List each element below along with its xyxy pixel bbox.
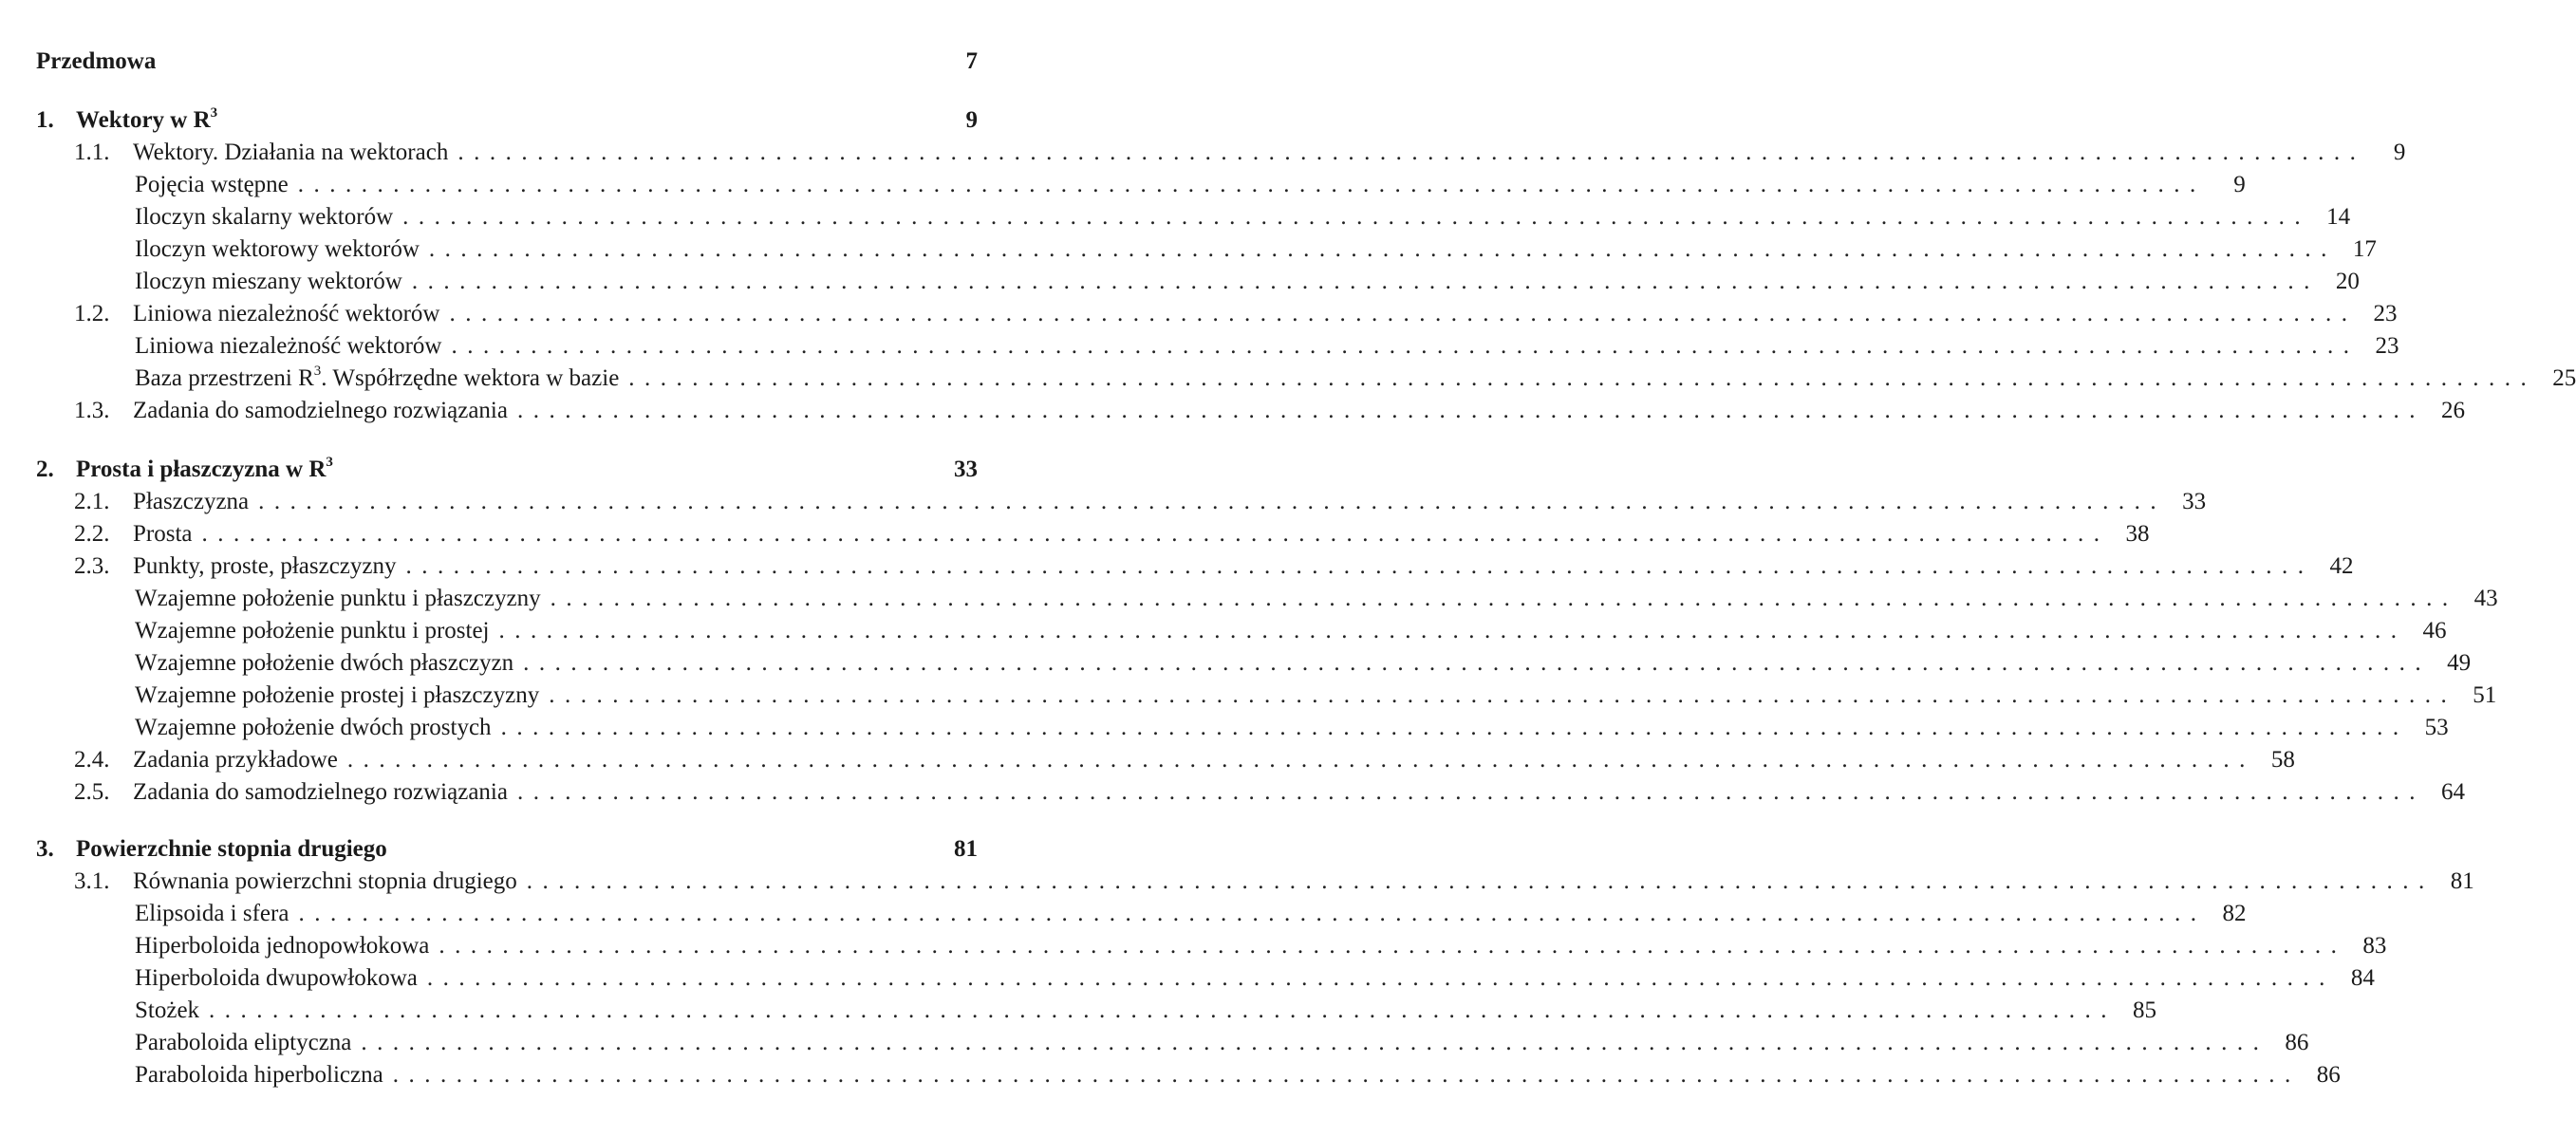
toc-number: 2. <box>36 457 54 482</box>
toc-subsection-row[interactable] <box>0 898 2247 930</box>
toc-title <box>135 266 402 298</box>
toc-title-text: Zadania do samodzielnego rozwiązania <box>133 779 508 805</box>
toc-title <box>135 930 429 962</box>
toc-title <box>135 233 420 266</box>
toc-page-number: 83 <box>2362 933 2387 959</box>
toc-title <box>135 169 289 201</box>
toc-page-number: 26 <box>2440 398 2465 423</box>
dot-leader: ........................................................................................................................ <box>297 172 2206 197</box>
toc-page-number: 53 <box>2424 715 2449 740</box>
toc-section-row[interactable] <box>0 137 2406 169</box>
toc-title-text: Zadania do samodzielnego rozwiązania <box>133 398 508 423</box>
dot-leader: ........................................................................................................................ <box>449 301 2358 326</box>
dot-leader: ........................................................................................................................ <box>209 997 2118 1023</box>
toc-title <box>133 518 193 550</box>
toc-title-text: Iloczyn mieszany wektorów <box>135 269 402 294</box>
toc-page-number: 33 <box>954 457 978 482</box>
toc-subsection-row[interactable] <box>0 930 2387 962</box>
toc-title-text: Wzajemne położenie punktu i płaszczyzny <box>135 586 541 611</box>
toc-number: 1. <box>36 107 54 133</box>
toc-title-text: Hiperboloida dwupowłokowa <box>135 965 418 991</box>
toc-title <box>133 776 508 809</box>
toc-title <box>135 1027 351 1059</box>
toc-title <box>135 583 541 615</box>
toc-title <box>133 395 508 427</box>
toc-title-text: Zadania przykładowe <box>133 747 338 773</box>
toc-section-row[interactable] <box>0 518 2150 550</box>
toc-title-text: Stożek <box>135 997 200 1023</box>
toc-title <box>76 833 387 866</box>
toc-section-row[interactable] <box>0 486 2207 518</box>
toc-title-text: Prosta i płaszczyzna w R <box>76 457 327 482</box>
toc-title <box>135 995 199 1027</box>
toc-section-row[interactable] <box>0 550 2354 583</box>
dot-leader: ........................................................................................................................ <box>298 901 2207 926</box>
dot-leader: ........................................................................................................................ <box>428 236 2337 262</box>
dot-leader: ........................................................................................................................ <box>258 489 2167 514</box>
toc-title-text: Wektory. Działania na wektorach <box>133 140 449 165</box>
dot-leader: ........................................................................................................................ <box>451 333 2360 359</box>
toc-title-text: Płaszczyzna <box>133 489 250 514</box>
toc-section-row[interactable] <box>0 866 2474 898</box>
toc-subsection-row[interactable] <box>0 712 2449 744</box>
toc-page-number: 82 <box>2222 901 2247 926</box>
dot-leader: ........................................................................................................................ <box>392 1062 2301 1088</box>
toc-title <box>135 680 539 712</box>
dot-leader: ........................................................................................................................ <box>361 1030 2269 1055</box>
toc-title <box>135 330 442 363</box>
toc-chapter-row[interactable] <box>0 454 1050 486</box>
toc-title-text: Przedmowa <box>36 48 157 74</box>
toc-number: 3.1. <box>74 868 110 894</box>
toc-page-number: 58 <box>2270 747 2295 773</box>
toc-title-text: Wzajemne położenie punktu i prostej <box>135 618 490 643</box>
toc-subsection-row[interactable] <box>0 1027 2309 1059</box>
toc-page-number: 64 <box>2440 779 2465 805</box>
toc-page-number: 46 <box>2422 618 2447 643</box>
toc-number: 2.1. <box>74 489 110 514</box>
toc-title-text: Iloczyn skalarny wektorów <box>135 204 394 230</box>
toc-page-number: 14 <box>2326 204 2351 230</box>
toc-page-number: 81 <box>954 836 978 862</box>
toc-page-number: 20 <box>2335 269 2360 294</box>
toc-title-text: Paraboloida hiperboliczna <box>135 1062 383 1088</box>
dot-leader: ........................................................................................................................ <box>411 269 2320 294</box>
toc-title-text: Baza przestrzeni R <box>135 365 314 391</box>
toc-page-number: 86 <box>2285 1030 2309 1055</box>
toc-title-text: Wektory w R <box>76 107 211 133</box>
toc-title <box>133 486 249 518</box>
toc-page-number: 9 <box>2233 172 2246 197</box>
dot-leader: ........................................................................................................................ <box>628 365 2537 391</box>
toc-page-number: 86 <box>2316 1062 2341 1088</box>
toc-subsection-row[interactable] <box>0 201 2351 233</box>
toc-page-number: 81 <box>2450 868 2474 894</box>
dot-leader: ........................................................................................................................ <box>346 747 2255 773</box>
toc-number: 2.2. <box>74 521 110 547</box>
toc-title-text: Równania powierzchni stopnia drugiego <box>133 868 517 894</box>
toc-page-number: 85 <box>2133 997 2157 1023</box>
toc-subsection-row[interactable] <box>0 363 2576 395</box>
toc-number: 2.5. <box>74 779 110 805</box>
toc-section-row[interactable] <box>0 298 2398 330</box>
toc-title-superscript: 3 <box>313 363 322 379</box>
toc-title-text: Wzajemne położenie dwóch prostych <box>135 715 492 740</box>
dot-leader: ........................................................................................................................ <box>500 715 2409 740</box>
toc-number: 1.2. <box>74 301 110 326</box>
toc-section-row[interactable] <box>0 776 2465 809</box>
toc-title <box>76 104 217 137</box>
toc-title-text: Liniowa niezależność wektorów <box>133 301 440 326</box>
toc-title-text: Punkty, proste, płaszczyzny <box>133 553 397 579</box>
toc-subsection-row[interactable] <box>0 995 2157 1027</box>
dot-leader: ........................................................................................................................ <box>498 618 2407 643</box>
toc-title-text: Elipsoida i sfera <box>135 901 289 926</box>
dot-leader: ........................................................................................................................ <box>526 868 2435 894</box>
toc-number: 2.3. <box>74 553 110 579</box>
toc-title-text: Iloczyn wektorowy wektorów <box>135 236 420 262</box>
toc-title <box>135 962 418 995</box>
toc-title <box>135 615 490 647</box>
dot-leader: ........................................................................................................................ <box>402 204 2311 230</box>
toc-number: 1.1. <box>74 140 110 165</box>
toc-subsection-row[interactable] <box>0 169 2246 201</box>
dot-leader: ........................................................................................................................ <box>516 398 2425 423</box>
toc-title <box>135 898 289 930</box>
toc-page-number: 25 <box>2552 365 2576 391</box>
dot-leader: ........................................................................................................................ <box>457 140 2366 165</box>
toc-chapter-row[interactable] <box>0 833 1050 866</box>
toc-title <box>135 647 513 680</box>
toc-title-text: Pojęcia wstępne <box>135 172 289 197</box>
toc-subsection-row[interactable] <box>0 1059 2341 1091</box>
toc-subsection-row[interactable] <box>0 330 2399 363</box>
toc-title <box>135 1059 383 1091</box>
toc-page-number: 51 <box>2473 682 2497 708</box>
toc-title-text: Prosta <box>133 521 193 547</box>
toc-number: 2.4. <box>74 747 110 773</box>
toc-title <box>133 866 517 898</box>
toc-title <box>76 454 333 486</box>
toc-page-number: 23 <box>2375 333 2399 359</box>
dot-leader: ........................................................................................................................ <box>523 650 2432 676</box>
toc-chapter-row[interactable] <box>0 104 1050 137</box>
toc-title <box>133 298 440 330</box>
toc-title <box>135 712 492 744</box>
dot-leader: ........................................................................................................................ <box>550 586 2458 611</box>
dot-leader: ........................................................................................................................ <box>201 521 2110 547</box>
dot-leader: ........................................................................................................................ <box>405 553 2314 579</box>
toc-page-number: 84 <box>2350 965 2375 991</box>
toc-title-text: Liniowa niezależność wektorów <box>135 333 442 359</box>
toc-subsection-row[interactable] <box>0 266 2360 298</box>
toc-title-text: Hiperboloida jednopowłokowa <box>135 933 430 959</box>
toc-title-superscript: 3 <box>210 104 218 121</box>
toc-title-text: Wzajemne położenie prostej i płaszczyzny <box>135 682 540 708</box>
toc-page-number: 49 <box>2447 650 2472 676</box>
toc-title <box>133 744 338 776</box>
toc-title-text: Wzajemne położenie dwóch płaszczyzn <box>135 650 514 676</box>
toc-subsection-row[interactable] <box>0 615 2447 647</box>
toc-title <box>133 550 396 583</box>
toc-section-row[interactable] <box>0 395 2465 427</box>
toc-page-number: 33 <box>2182 489 2207 514</box>
dot-leader: ........................................................................................................................ <box>439 933 2347 959</box>
toc-title <box>135 363 619 395</box>
toc-number: 3. <box>36 836 54 862</box>
dot-leader: ........................................................................................................................ <box>549 682 2457 708</box>
toc-title-suffix: . Współrzędne wektora w bazie <box>321 365 620 391</box>
toc-page-number: 42 <box>2329 553 2354 579</box>
toc-page-number: 43 <box>2473 586 2498 611</box>
toc-title-text: Paraboloida eliptyczna <box>135 1030 352 1055</box>
toc-title-superscript: 3 <box>326 454 333 470</box>
toc-page-number: 9 <box>2393 140 2406 165</box>
dot-leader: ........................................................................................................................ <box>516 779 2425 805</box>
toc-page-number: 9 <box>965 107 978 133</box>
toc-subsection-row[interactable] <box>0 583 2498 615</box>
toc-number: 1.3. <box>74 398 110 423</box>
toc-page-number: 7 <box>965 48 978 74</box>
toc-page-number: 23 <box>2373 301 2398 326</box>
toc-subsection-row[interactable] <box>0 680 2497 712</box>
toc-subsection-row[interactable] <box>0 962 2375 995</box>
toc-subsection-row[interactable] <box>0 647 2472 680</box>
toc-page-number: 38 <box>2125 521 2150 547</box>
toc-title-text: Powierzchnie stopnia drugiego <box>76 836 387 862</box>
dot-leader: ........................................................................................................................ <box>426 965 2335 991</box>
toc-title <box>133 137 448 169</box>
toc-title <box>36 46 156 78</box>
toc-title <box>135 201 393 233</box>
toc-section-row[interactable] <box>0 744 2295 776</box>
toc-subsection-row[interactable] <box>0 233 2377 266</box>
toc-chapter-row[interactable] <box>0 46 1050 78</box>
toc-page-number: 17 <box>2352 236 2377 262</box>
